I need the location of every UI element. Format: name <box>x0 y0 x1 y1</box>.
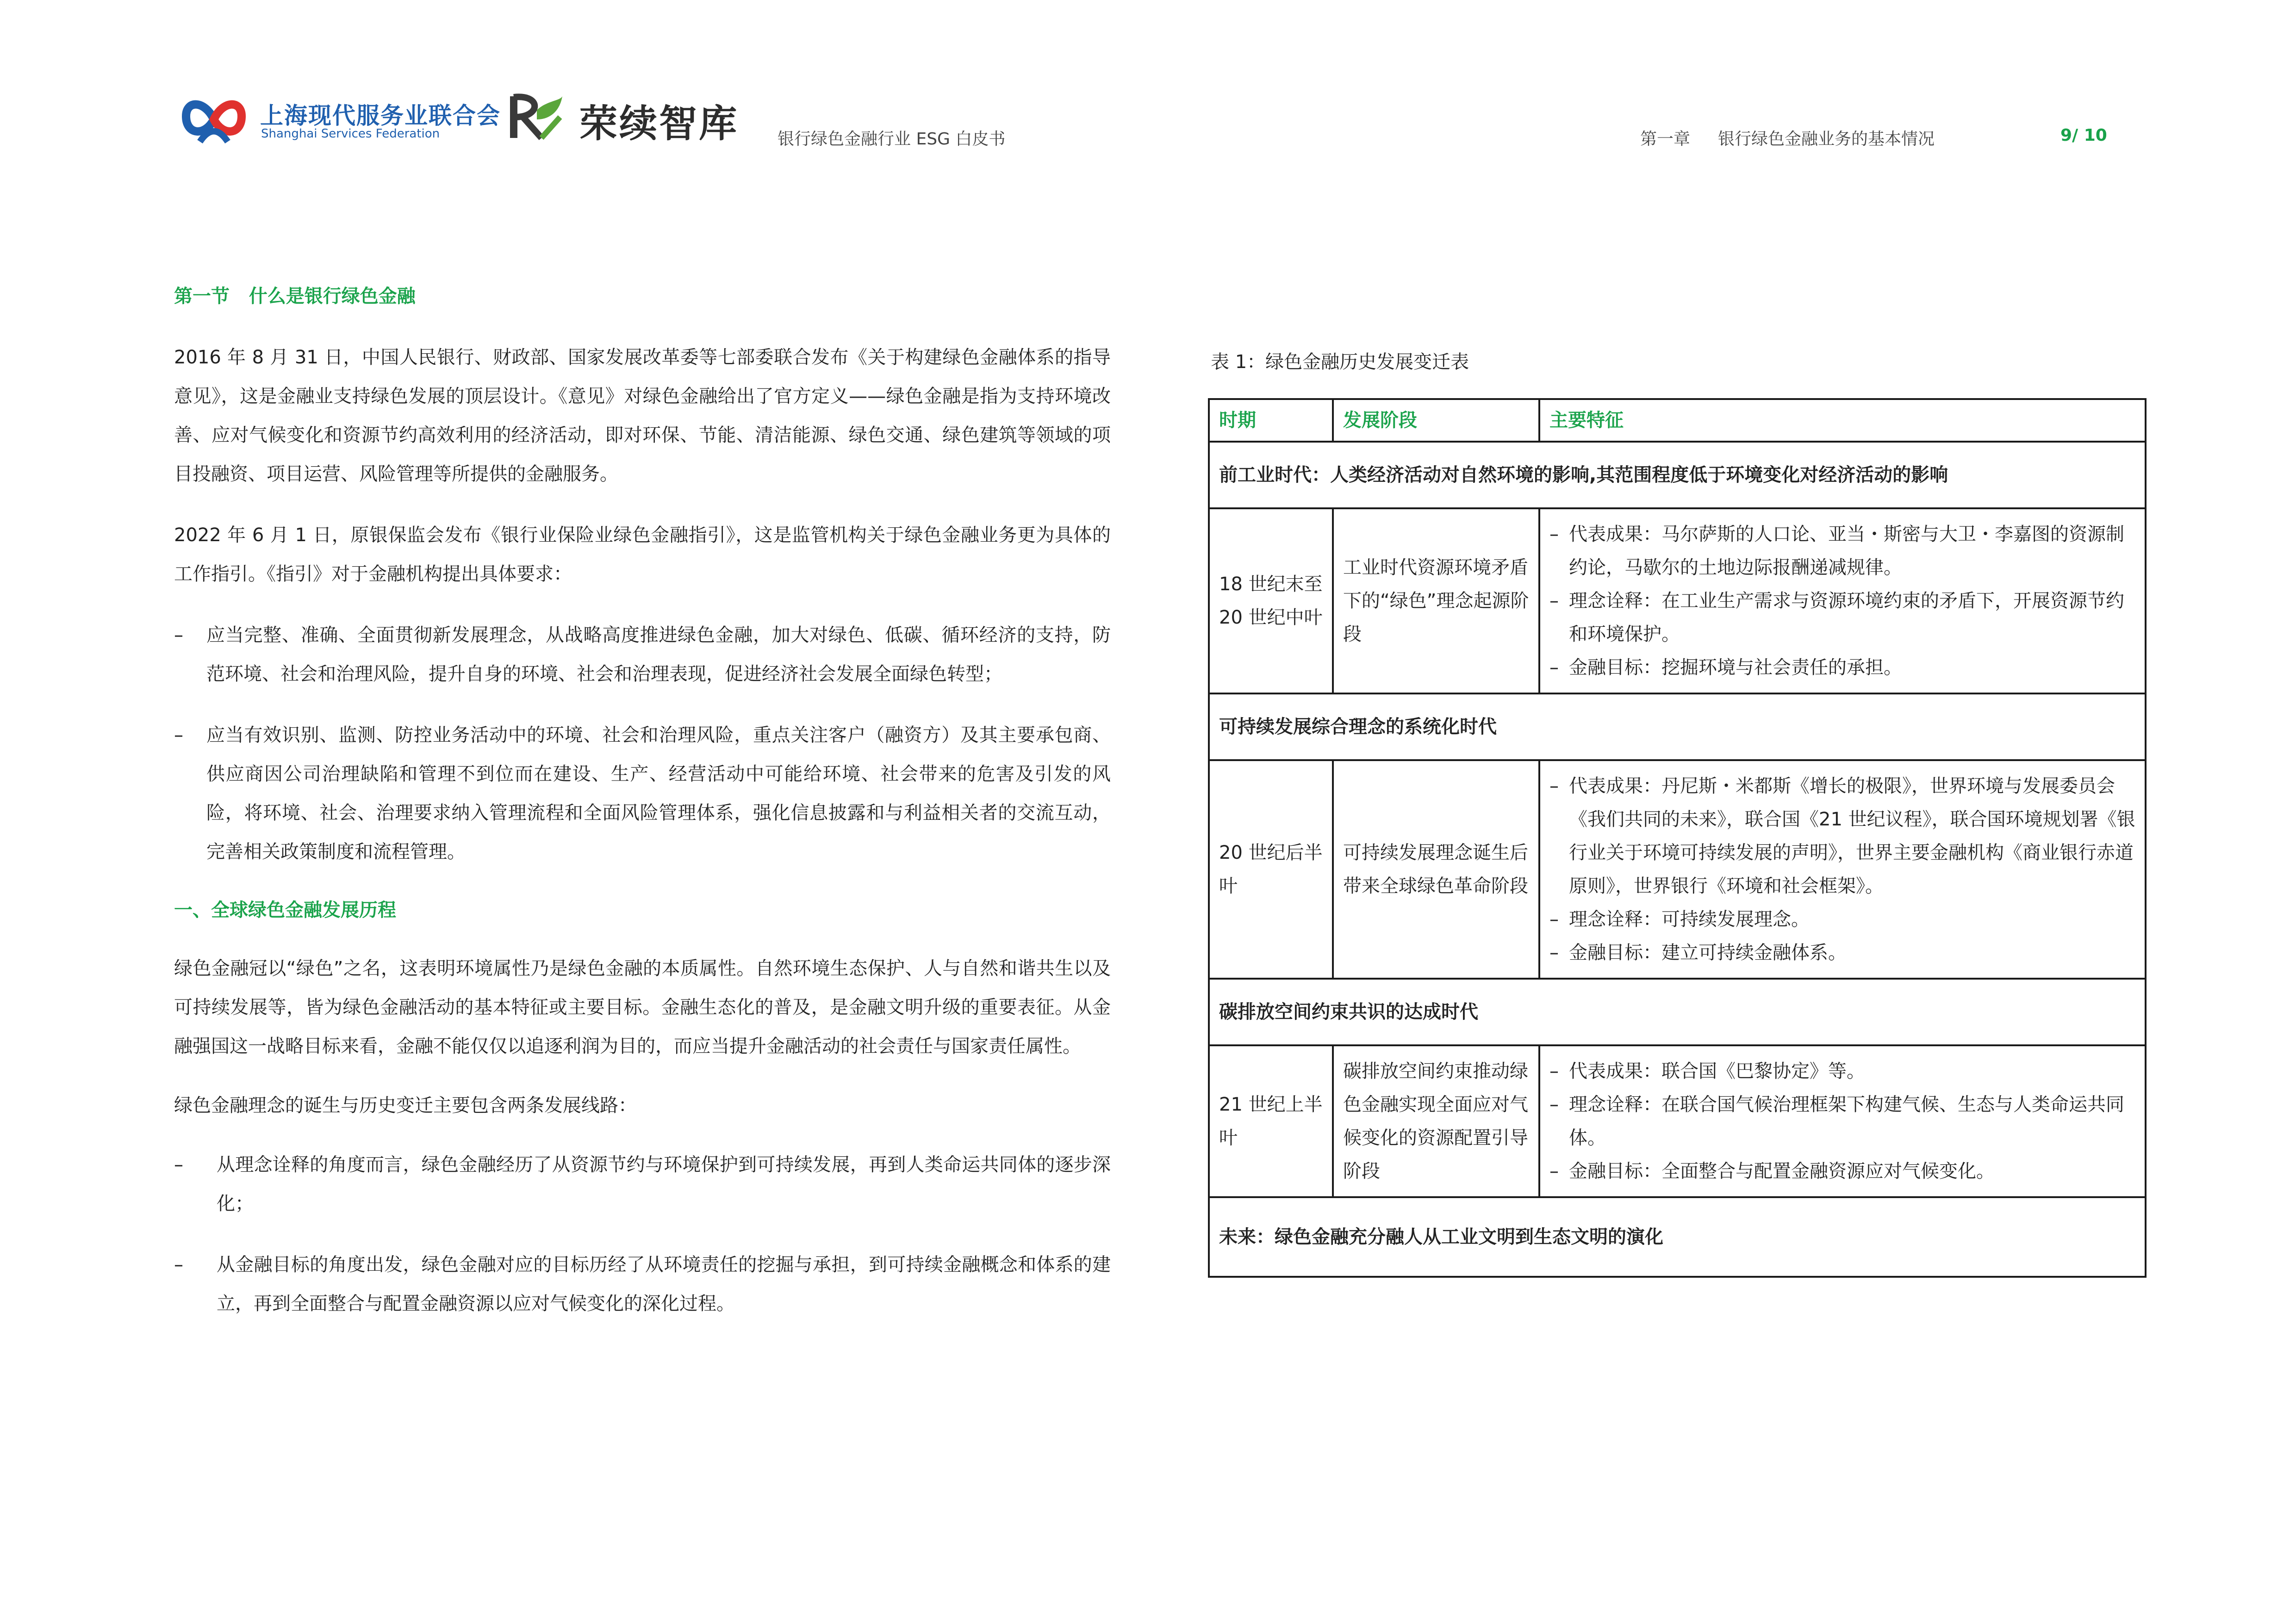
era-row <box>1209 979 2146 1045</box>
body-text-column <box>174 282 1111 1323</box>
paragraph-1: 2016 年 8 月 31 日，中国人民银行、财政部、国家发展改革委等七部委联合发布《关于构建绿色金融体系的指导意见》，这是金融业支持绿色发展的顶层设计。《意见》对绿色金融给出了官方定义——绿色金融是指为支持环境改善、应对气候变化和资源节约高效利用的经济活动，即对环保、节能、清洁能源、绿色交通、绿色建筑等领域的项目投融资、项目运营、风险管理等所提供的金融服务。 <box>174 347 1111 485</box>
bullet-text: 应当有效识别、监测、防控业务活动中的环境、社会和治理风险，重点关注客户（融资方）及其主要承包商、供应商因公司治理缺陷和管理不到位而在建设、生产、经营活动中可能给环境、社会带来的危害及引发的风险，将环境、社会、治理要求纳入管理流程和全面风险管理体系，强化信息披露和与利益相关者的交流互动，完善相关政策制度和流程管理。 <box>206 725 1111 862</box>
features-cell <box>1539 760 2146 979</box>
stage-cell: 可持续发展理念诞生后带来全球绿色革命阶段 <box>1333 760 1539 979</box>
federation-name-en: Shanghai Services Federation <box>261 127 440 141</box>
era-row <box>1209 1197 2146 1277</box>
table-header-row <box>1209 399 2146 442</box>
list-item: – 理念诠释：在联合国气候治理框架下构建气候、生态与人类命运共同体。 <box>1549 1094 2124 1149</box>
list-item: – 从金融目标的角度出发，绿色金融对应的目标历经了从环境责任的挖掘与承担，到可持续金融概念和体系的建立，再到全面整合与配置金融资源以应对气候变化的深化过程。 <box>174 1245 1111 1323</box>
header-stage: 发展阶段 <box>1333 399 1539 442</box>
chapter-label: 第一章 <box>1640 130 1691 149</box>
list-item: – 金融目标：建立可持续金融体系。 <box>1549 942 1847 963</box>
list-item: – 理念诠释：可持续发展理念。 <box>1549 909 1810 930</box>
federation-name-cn: 上海现代服务业联合会 <box>260 102 501 129</box>
subsection-title: 一、全球绿色金融发展历程 <box>174 899 396 921</box>
list-item: – 应当有效识别、监测、防控业务活动中的环境、社会和治理风险，重点关注客户（融资方）及其主要承包商、供应商因公司治理缺陷和管理不到位而在建设、生产、经营活动中可能给环境、社会带来的危害及引发的风险，将环境、社会、治理要求纳入管理流程和全面风险管理体系，强化信息披露和与利益相关者的交流互动，完善相关政策制度和流程管理。 <box>174 716 1111 871</box>
federation-emblem-icon <box>181 91 246 151</box>
list-item: – 代表成果：联合国《巴黎协定》等。 <box>1549 1061 1865 1082</box>
list-item: – 从理念诠释的角度而言，绿色金融经历了从资源节约与环境保护到可持续发展，再到人类命运共同体的逐步深化； <box>174 1145 1111 1223</box>
table-row <box>1209 508 2146 693</box>
era-row <box>1209 693 2146 760</box>
bullet-text: 应当完整、准确、全面贯彻新发展理念，从战略高度推进绿色金融，加大对绿色、低碳、循环经济的支持，防范环境、社会和治理风险，提升自身的环境、社会和治理表现，促进经济社会发展全面绿色转型； <box>206 625 1111 685</box>
era-row <box>1209 442 2146 508</box>
header-features: 主要特征 <box>1539 399 2146 442</box>
table-row <box>1209 760 2146 979</box>
paragraph-2: 2022 年 6 月 1 日，原银保监会发布《银行业保险业绿色金融指引》，这是监管机构关于绿色金融业务更为具体的工作指引。《指引》对于金融机构提出具体要求： <box>174 525 1111 585</box>
bullet-text: 从金融目标的角度出发，绿色金融对应的目标历经了从环境责任的挖掘与承担，到可持续金融概念和体系的建立，再到全面整合与配置金融资源以应对气候变化的深化过程。 <box>217 1254 1111 1314</box>
period-cell: 18 世纪末至 20 世纪中叶 <box>1209 508 1333 693</box>
rx-leaf-icon <box>509 92 565 143</box>
stage-cell: 碳排放空间约束推动绿色金融实现全面应对气候变化的资源配置引导阶段 <box>1333 1045 1539 1197</box>
chapter-heading <box>1640 126 1935 150</box>
list-item: – 理念诠释：在工业生产需求与资源环境约束的矛盾下，开展资源节约和环境保护。 <box>1549 590 2124 645</box>
period-cell: 21 世纪上半叶 <box>1209 1045 1333 1197</box>
header-period: 时期 <box>1209 399 1333 442</box>
list-item: – 金融目标：挖掘环境与社会责任的承担。 <box>1549 657 1902 678</box>
features-cell <box>1539 1045 2146 1197</box>
document-title: 银行绿色金融行业 ESG 白皮书 <box>778 130 1006 149</box>
stage-cell: 工业时代资源环境矛盾下的“绿色”理念起源阶段 <box>1333 508 1539 693</box>
green-finance-history-table <box>1208 398 2147 1278</box>
era-future: 未来：绿色金融充分融人从工业文明到生态文明的演化 <box>1209 1197 2146 1277</box>
bullet-text: 从理念诠释的角度而言，绿色金融经历了从资源节约与环境保护到可持续发展，再到人类命运共同体的逐步深化； <box>217 1154 1111 1214</box>
rongxu-name: 荣续智库 <box>579 102 739 146</box>
era-pre-industrial: 前工业时代：人类经济活动对自然环境的影响,其范围程度低于环境变化对经济活动的影响 <box>1209 442 2146 508</box>
section-title: 第一节 什么是银行绿色金融 <box>174 286 416 307</box>
page-number: 9/ 10 <box>2060 126 2107 145</box>
table-caption: 表 1：绿色金融历史发展变迁表 <box>1211 351 1469 373</box>
features-cell <box>1539 508 2146 693</box>
chapter-title: 银行绿色金融业务的基本情况 <box>1718 130 1935 149</box>
era-sustainable: 可持续发展综合理念的系统化时代 <box>1209 693 2146 760</box>
era-carbon: 碳排放空间约束共识的达成时代 <box>1209 979 2146 1045</box>
list-item: – 应当完整、准确、全面贯彻新发展理念，从战略高度推进绿色金融，加大对绿色、低碳、循环经济的支持，防范环境、社会和治理风险，提升自身的环境、社会和治理表现，促进经济社会发展全面绿色转型； <box>174 616 1111 693</box>
paragraph-3: 绿色金融冠以“绿色”之名，这表明环境属性乃是绿色金融的本质属性。自然环境生态保护、人与自然和谐共生以及可持续发展等，皆为绿色金融活动的基本特征或主要目标。金融生态化的普及，是金融文明升级的重要表征。从金融强国这一战略目标来看，金融不能仅仅以追逐利润为目的，而应当提升金融活动的社会责任与国家责任属性。 <box>174 958 1111 1057</box>
list-item: – 金融目标：全面整合与配置金融资源应对气候变化。 <box>1549 1161 1995 1182</box>
list-item: – 代表成果：丹尼斯・米都斯《增长的极限》，世界环境与发展委员会《我们共同的未来》，联合国《21 世纪议程》，联合国环境规划署《银行业关于环境可持续发展的声明》，世界主要金融机构《商业银行赤道原则》，世界银行《环境和社会框架》。 <box>1549 775 2135 897</box>
paragraph-4: 绿色金融理念的诞生与历史变迁主要包含两条发展线路： <box>174 1095 637 1116</box>
list-item: – 代表成果：马尔萨斯的人口论、亚当・斯密与大卫・李嘉图的资源制约论，马歇尔的土地边际报酬递减规律。 <box>1549 524 2124 578</box>
table-row <box>1209 1045 2146 1197</box>
rongxu-think-tank-logo <box>509 88 750 148</box>
period-cell: 20 世纪后半叶 <box>1209 760 1333 979</box>
